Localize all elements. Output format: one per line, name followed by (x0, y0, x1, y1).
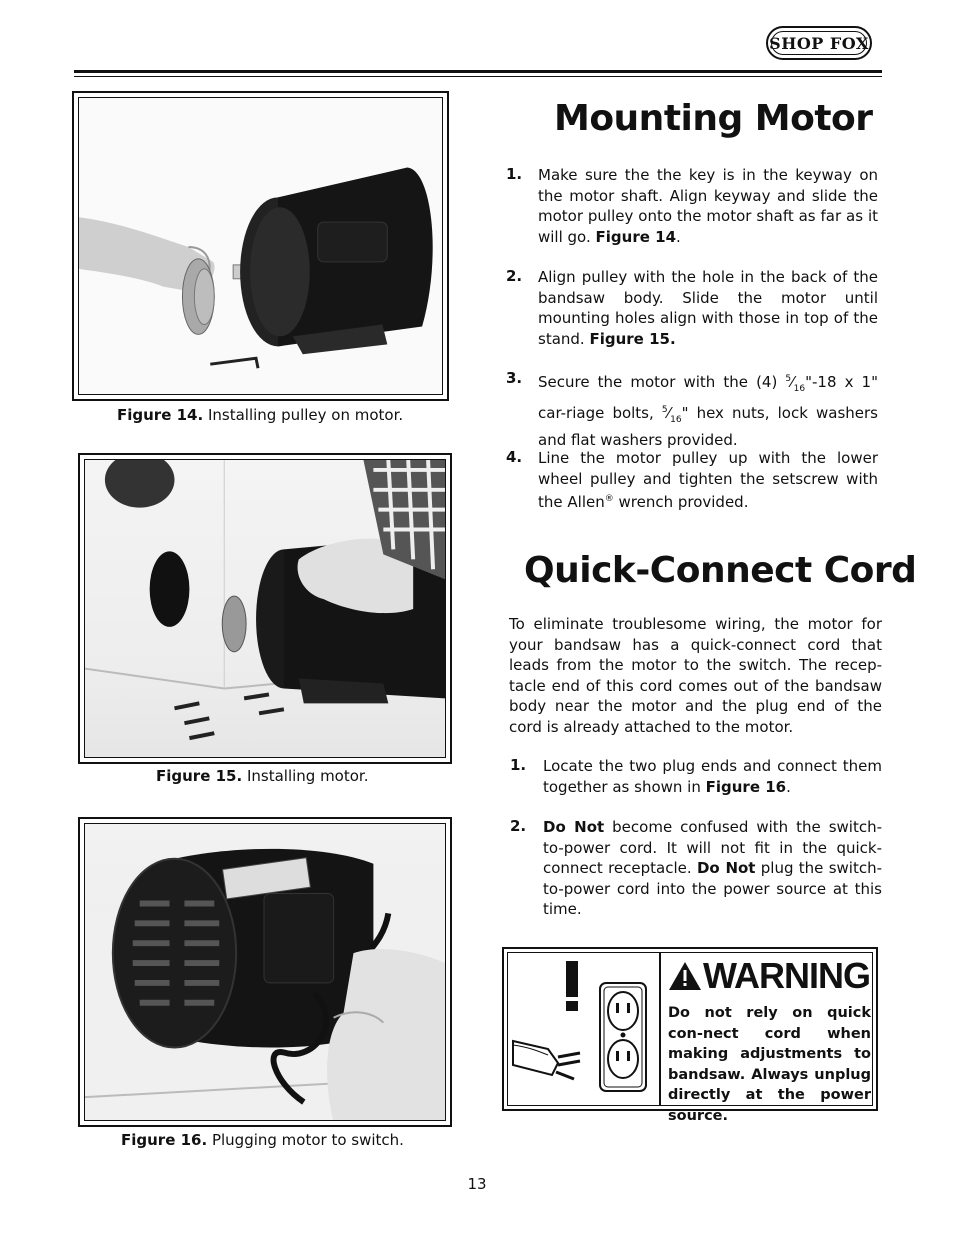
warning-triangle-icon (668, 961, 702, 991)
header-rule-thick (74, 70, 882, 73)
quick-connect-intro: To eliminate troublesome wiring, the motor for your bandsaw has a quick-connect cord that leads from the motor to the switch. The recep-tacle end of this cord comes out of the bandsaw body near the motor and the plug end of the cord is already attached to the motor. (509, 615, 882, 736)
mounting-step-1 (538, 165, 878, 247)
figure-16-frame (78, 817, 452, 1127)
quick-step-2-text: become confused with the switch-to-power cord. It will not fit in the quick-connect receptacle. (543, 818, 882, 877)
page-number: 13 (467, 1175, 487, 1193)
quick-step-1 (543, 756, 882, 797)
fraction-denominator: 16 (793, 384, 806, 394)
figure-16-photo (84, 823, 446, 1121)
mounting-step-1-text: Make sure the the key is in the keyway on the motor shaft. Align keyway and slide the motor pulley onto the motor shaft as far as it will go. (538, 166, 878, 246)
quick-connect-heading: Quick-Connect Cord (524, 550, 917, 591)
registered-mark: ® (604, 494, 614, 504)
installing-motor-illustration (85, 460, 445, 757)
figure-14-frame (72, 91, 449, 401)
quick-step-2 (543, 817, 882, 920)
mounting-motor-heading: Mounting Motor (554, 98, 873, 139)
mounting-step-4 (538, 448, 878, 513)
warning-title (668, 955, 870, 997)
warning-box (502, 947, 878, 1124)
fraction-denominator-2: 16 (670, 414, 682, 425)
figure-15-photo (84, 459, 446, 758)
motor-pulley-illustration (79, 98, 442, 394)
mounting-step-3-text-b: "-18 x 1" car-riage bolts, (538, 373, 878, 422)
warning-inner (507, 952, 873, 1124)
quick-step-2-lead2: Do Not (696, 859, 756, 877)
mounting-step-3-text-c: " hex nuts, lock washers and flat washers provided. (538, 403, 878, 449)
quick-step-1-tail: . (786, 777, 791, 796)
warning-text: Do not rely on quick con-nect cord when making adjustments to bandsaw. Always unplug directly at the power source. (668, 1005, 871, 1124)
mounting-step-4-text-b: wrench provided. (613, 493, 749, 511)
figure-16-caption (121, 1131, 404, 1149)
figure-14-text: Installing pulley on motor. (207, 406, 404, 424)
mounting-step-4-num: 4. (506, 448, 523, 466)
mounting-step-3: Secure the motor with the (4) $^5⁄_{16}"-18$ x 1" car-riage bolts, $^5⁄_{16}$" hex nuts, lock washers and flat washers provided. (538, 373, 878, 449)
header-rule-thin (74, 76, 882, 77)
figure-15-text: Installing motor. (246, 767, 369, 785)
figure-15-label: Figure 15. (156, 767, 243, 785)
figure-14-photo (78, 97, 443, 395)
mounting-step-2 (538, 267, 878, 349)
quick-step-2-lead: Do Not (543, 818, 605, 836)
figure-14-label: Figure 14. (117, 406, 204, 424)
plugging-motor-illustration (85, 824, 445, 1120)
figure-16-label: Figure 16. (121, 1131, 208, 1149)
figure-16-text: Plugging motor to switch. (211, 1131, 404, 1149)
fraction-numerator: 5 (785, 374, 792, 384)
warning-title-text: WARNING (703, 955, 870, 996)
mounting-step-1-tail: . (676, 227, 681, 246)
quick-step-1-ref: Figure 16 (705, 777, 787, 796)
quick-step-1-num: 1. (510, 756, 527, 774)
mounting-step-1-ref: Figure 14 (595, 227, 677, 246)
mounting-step-2-text: Align pulley with the hole in the back of the bandsaw body. Slide the motor until mounting holes align with those in top of the stand. (538, 268, 878, 348)
mounting-step-4-text-a: Line the motor pulley up with the lower wheel pulley and tighten the setscrew with the Allen (538, 449, 878, 511)
mounting-step-3-num: 3. (506, 369, 523, 387)
mounting-step-2-num: 2. (506, 267, 523, 285)
mounting-step-1-num: 1. (506, 165, 523, 183)
logo-text: SHOP FOX (769, 33, 869, 53)
shop-fox-logo (766, 26, 872, 60)
warning-divider (659, 953, 661, 1105)
mounting-step-2-ref: Figure 15. (589, 329, 676, 348)
quick-step-1-text: Locate the two plug ends and connect them together as shown in (543, 757, 882, 796)
figure-14-caption (117, 406, 403, 424)
figure-15-frame (78, 453, 452, 764)
outlet-plug-icon (508, 953, 658, 1108)
figure-15-caption (156, 767, 368, 785)
quick-step-2-text2: plug the switch-to-power cord into the power source at this time. (543, 859, 882, 918)
mounting-step-3-text-a: Secure the motor with the (4) (538, 373, 786, 391)
fraction-numerator-2: 5 (661, 404, 668, 415)
quick-step-2-num: 2. (510, 817, 527, 835)
